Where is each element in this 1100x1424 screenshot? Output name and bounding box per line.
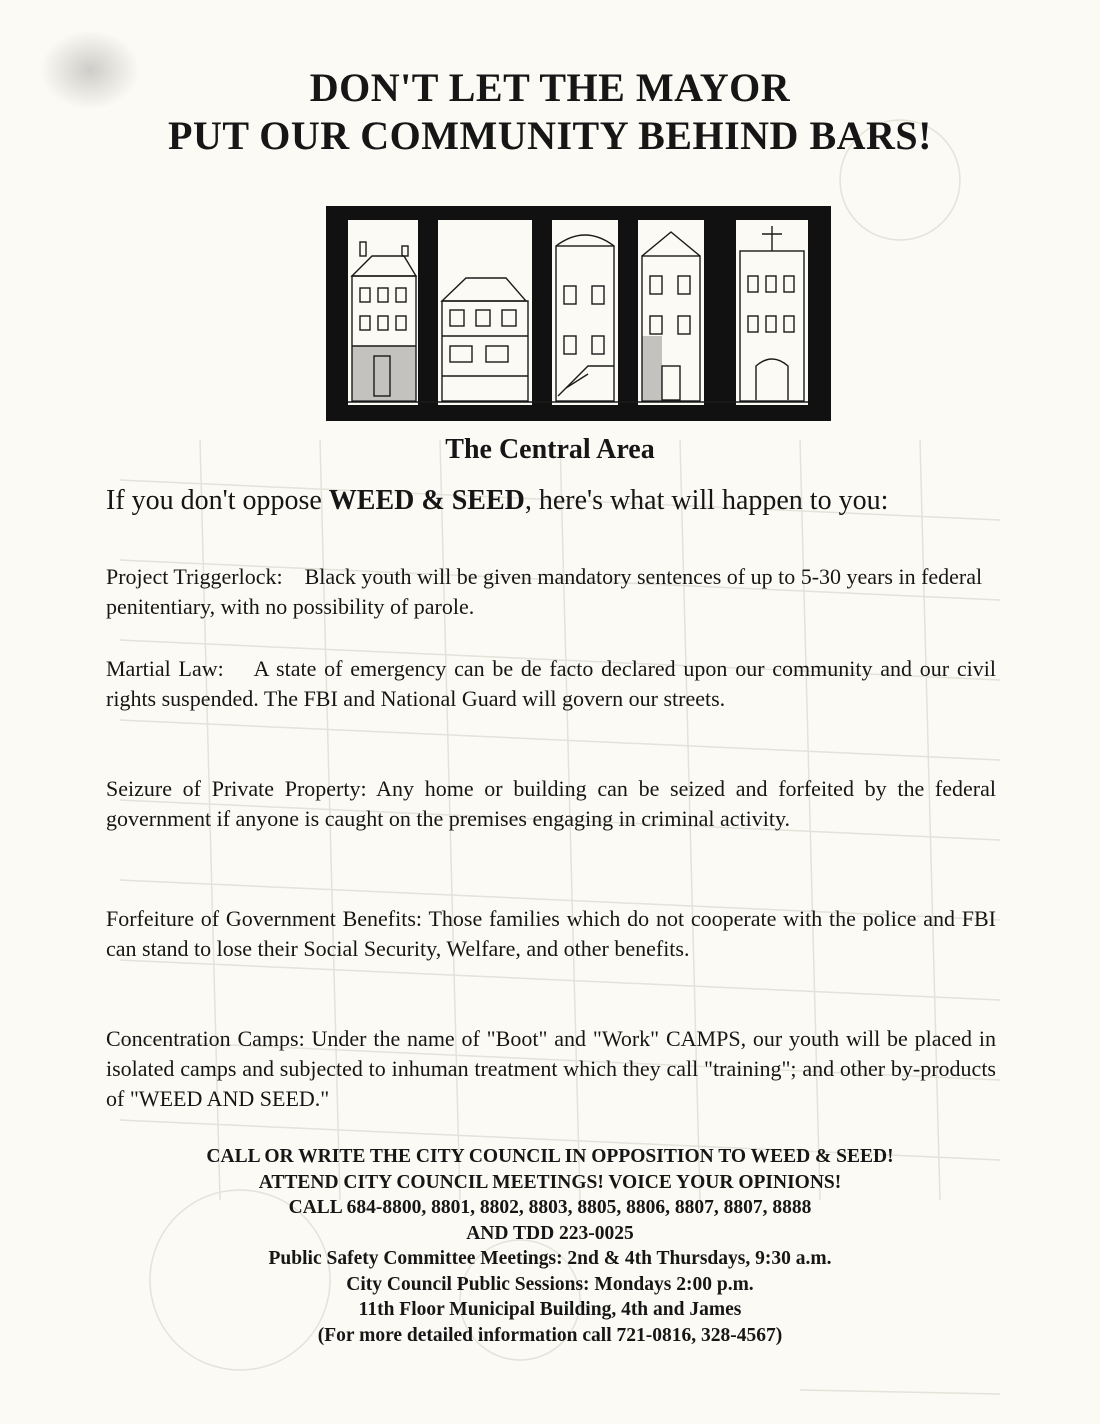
footer-line-4: AND TDD 223-0025: [466, 1222, 634, 1244]
item-concentration-camps: [106, 1024, 996, 1114]
item-label: Martial Law:: [106, 656, 224, 681]
intro-statement: [106, 484, 998, 518]
headline-line-2: PUT OUR COMMUNITY BEHIND BARS!: [168, 113, 932, 158]
footer-line-5: Public Safety Committee Meetings: 2nd & 4th Thursdays, 9:30 a.m.: [268, 1248, 832, 1269]
footer-line-7: 11th Floor Municipal Building, 4th and James: [358, 1299, 742, 1320]
intro-after: , here's what will happen to you:: [524, 485, 889, 516]
item-text: Those families which do not cooperate with the police and FBI can stand to lose their Social Security, Welfare, and other benefits.: [106, 906, 996, 961]
footer-line-3: CALL 684-8800, 8801, 8802, 8803, 8805, 8806, 8807, 8807, 8888: [288, 1197, 812, 1218]
item-label: Project Triggerlock:: [106, 564, 283, 589]
footer-line-6: City Council Public Sessions: Mondays 2:00 p.m.: [346, 1273, 754, 1295]
item-label: Forfeiture of Government Benefits:: [106, 906, 423, 931]
footer-line-8: (For more detailed information call 721-0816, 328-4567): [317, 1324, 783, 1346]
intro-emphasis: WEED & SEED: [328, 485, 525, 516]
intro-before: If you don't oppose: [106, 485, 329, 516]
illustration-caption: The Central Area: [445, 434, 655, 465]
call-to-action-footer: [0, 1144, 1100, 1348]
item-seizure-of-private-property: [106, 774, 996, 834]
footer-line-2: ATTEND CITY COUNCIL MEETINGS! VOICE YOUR OPINIONS!: [258, 1171, 842, 1193]
headline-line-1: DON'T LET THE MAYOR: [309, 65, 791, 110]
item-text: Black youth will be given mandatory sentences of up to 5-30 years in federal penitentiary, with no possibility of parole.: [106, 564, 983, 619]
item-martial-law: [106, 654, 996, 714]
footer-line-1: CALL OR WRITE THE CITY COUNCIL IN OPPOSITION TO WEED & SEED!: [206, 1146, 894, 1167]
item-forfeiture-of-government-benefits: [106, 904, 996, 964]
houses-behind-bars-illustration: [326, 206, 831, 421]
item-text: Under the name of "Boot" and "Work" CAMPS, our youth will be placed in isolated camps and subjected to inhuman treatment which they call "training"; and other by-products of "WEED AND SEED.": [106, 1026, 997, 1111]
item-project-triggerlock: [106, 562, 996, 622]
item-label: Concentration Camps:: [106, 1026, 305, 1051]
item-text: A state of emergency can be de facto declared upon our community and our civil rights suspended. The FBI and National Guard will govern our streets.: [106, 656, 996, 711]
item-text: Any home or building can be seized and forfeited by the federal government if anyone is caught on the premises engaging in criminal activity.: [106, 776, 996, 831]
item-label: Seizure of Private Property:: [106, 776, 367, 801]
